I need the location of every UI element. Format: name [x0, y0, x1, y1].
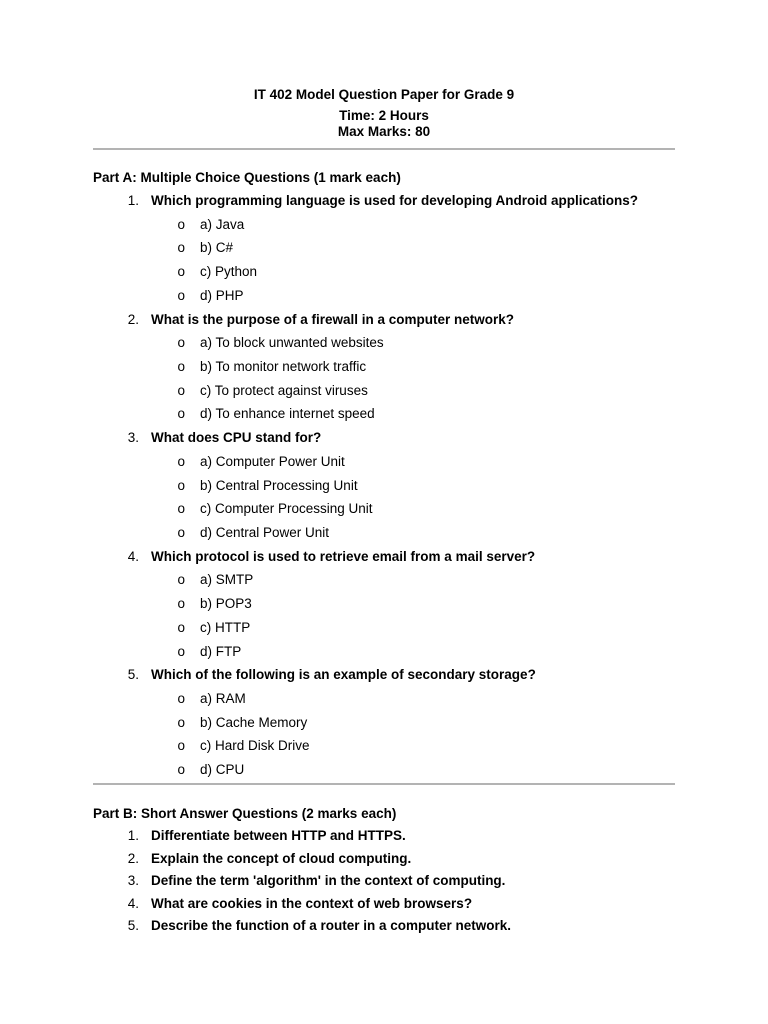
- option-bullet: o: [177, 690, 185, 706]
- question-text: Explain the concept of cloud computing.: [151, 850, 412, 866]
- option-text: b) C#: [200, 240, 234, 256]
- short-answer-question: [93, 915, 675, 938]
- mcq-question: [93, 663, 675, 687]
- mcq-question: [93, 426, 675, 450]
- option-bullet: o: [177, 596, 185, 612]
- mcq-question: [93, 308, 675, 332]
- option-text: b) Cache Memory: [200, 714, 308, 730]
- option-text: b) POP3: [200, 596, 252, 612]
- question-text: Describe the function of a router in a computer network.: [151, 918, 512, 934]
- question-number: 5.: [127, 918, 139, 934]
- question-text: Which protocol is used to retrieve email from a mail server?: [151, 548, 536, 564]
- option-item: [93, 236, 675, 260]
- option-item: [93, 687, 675, 711]
- option-item: [93, 331, 675, 355]
- option-item: [93, 640, 675, 664]
- question-number: 4.: [127, 548, 139, 564]
- question-number: 3.: [127, 873, 139, 889]
- question-number: 2.: [127, 311, 139, 327]
- option-text: c) Computer Processing Unit: [200, 501, 373, 517]
- option-list: [93, 450, 675, 545]
- option-text: d) CPU: [200, 762, 245, 778]
- option-item: [93, 711, 675, 735]
- question-number: 2.: [127, 850, 139, 866]
- paper-header: [93, 86, 675, 140]
- option-text: d) PHP: [200, 287, 244, 303]
- option-item: [93, 213, 675, 237]
- option-text: a) SMTP: [200, 572, 254, 588]
- option-text: d) FTP: [200, 643, 242, 659]
- option-text: b) Central Processing Unit: [200, 477, 358, 493]
- option-item: [93, 758, 675, 782]
- question-number: 5.: [127, 667, 139, 683]
- option-item: [93, 474, 675, 498]
- header-divider: [93, 148, 675, 150]
- option-bullet: o: [177, 501, 185, 517]
- question-number: 4.: [127, 895, 139, 911]
- option-item: [93, 284, 675, 308]
- option-list: [93, 213, 675, 308]
- option-bullet: o: [177, 335, 185, 351]
- question-text: What are cookies in the context of web browsers?: [151, 895, 473, 911]
- option-item: [93, 450, 675, 474]
- option-list: [93, 687, 675, 782]
- option-item: [93, 734, 675, 758]
- option-text: c) Hard Disk Drive: [200, 738, 310, 754]
- option-item: [93, 379, 675, 403]
- mcq-question: [93, 545, 675, 569]
- option-item: [93, 355, 675, 379]
- mcq-question: [93, 189, 675, 213]
- short-answer-question: [93, 870, 675, 893]
- short-answer-question: [93, 893, 675, 916]
- section-divider: [93, 783, 675, 785]
- option-list: [93, 568, 675, 663]
- exam-time: Time: 2 Hours: [339, 108, 429, 123]
- short-answer-question: [93, 825, 675, 848]
- option-text: c) To protect against viruses: [200, 382, 368, 398]
- option-bullet: o: [177, 382, 185, 398]
- question-text: Which programming language is used for developing Android applications?: [151, 193, 639, 208]
- option-bullet: o: [177, 216, 185, 232]
- question-text: Which of the following is an example of secondary storage?: [151, 667, 536, 683]
- max-marks: Max Marks: 80: [337, 124, 431, 139]
- option-text: d) To enhance internet speed: [200, 406, 375, 422]
- question-text: What is the purpose of a firewall in a computer network?: [151, 311, 515, 327]
- question-number: 3.: [127, 430, 139, 446]
- option-text: b) To monitor network traffic: [200, 359, 367, 375]
- option-text: a) RAM: [200, 690, 246, 706]
- question-text: Define the term 'algorithm' in the context of computing.: [151, 873, 506, 889]
- part-a-heading: Part A: Multiple Choice Questions (1 mark each): [93, 170, 401, 185]
- option-bullet: o: [177, 240, 185, 256]
- option-item: [93, 616, 675, 640]
- option-item: [93, 260, 675, 284]
- option-item: [93, 497, 675, 521]
- option-text: a) Computer Power Unit: [200, 453, 345, 469]
- option-bullet: o: [177, 406, 185, 422]
- option-text: d) Central Power Unit: [200, 524, 330, 540]
- option-bullet: o: [177, 477, 185, 493]
- option-bullet: o: [177, 738, 185, 754]
- option-item: [93, 568, 675, 592]
- option-bullet: o: [177, 762, 185, 778]
- option-bullet: o: [177, 619, 185, 635]
- option-bullet: o: [177, 524, 185, 540]
- question-text: What does CPU stand for?: [151, 430, 322, 446]
- question-text: Differentiate between HTTP and HTTPS.: [151, 828, 406, 843]
- paper-title: IT 402 Model Question Paper for Grade 9: [253, 87, 515, 102]
- option-bullet: o: [177, 287, 185, 303]
- option-bullet: o: [177, 359, 185, 375]
- option-text: a) To block unwanted websites: [200, 335, 384, 351]
- short-answer-question: [93, 848, 675, 871]
- option-bullet: o: [177, 264, 185, 280]
- option-bullet: o: [177, 643, 185, 659]
- part-b-section: [93, 802, 675, 938]
- option-item: [93, 521, 675, 545]
- option-item: [93, 592, 675, 616]
- question-number: 1.: [127, 193, 139, 208]
- option-bullet: o: [177, 453, 185, 469]
- part-a-section: [93, 166, 675, 782]
- option-bullet: o: [177, 714, 185, 730]
- part-b-heading: Part B: Short Answer Questions (2 marks each): [93, 806, 397, 821]
- option-item: [93, 402, 675, 426]
- option-text: a) Java: [200, 216, 245, 232]
- option-text: c) HTTP: [200, 619, 251, 635]
- option-list: [93, 331, 675, 426]
- question-number: 1.: [127, 828, 139, 843]
- option-text: c) Python: [200, 264, 258, 280]
- option-bullet: o: [177, 572, 185, 588]
